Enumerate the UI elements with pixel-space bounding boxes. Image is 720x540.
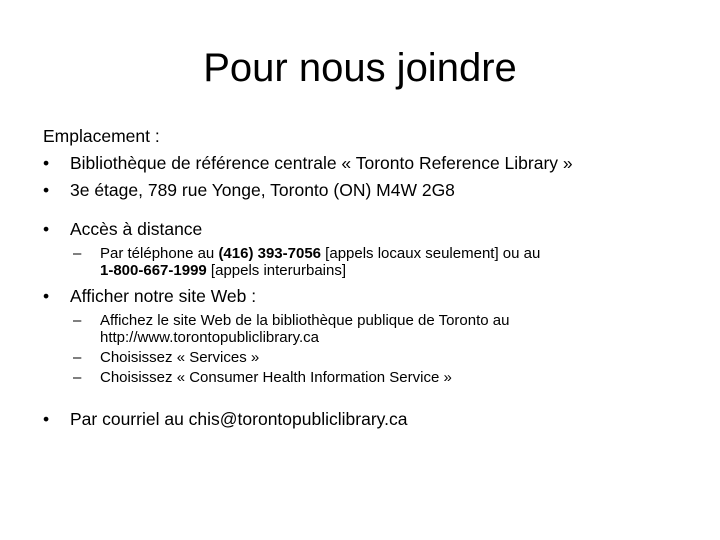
email-item bbox=[43, 406, 693, 433]
remote-access-label: Accès à distance bbox=[70, 219, 203, 239]
website-step bbox=[43, 369, 693, 386]
location-item bbox=[43, 177, 693, 204]
bullet-icon: • bbox=[43, 286, 50, 306]
website-label: Afficher notre site Web : bbox=[70, 286, 257, 306]
location-heading: Emplacement : bbox=[43, 126, 160, 146]
phone-prefix: Par téléphone au bbox=[100, 245, 219, 262]
location-item-text: 3e étage, 789 rue Yonge, Toronto (ON) M4W 2G8 bbox=[70, 180, 455, 200]
tollfree-phone-number: 1-800-667-1999 bbox=[100, 262, 207, 279]
slide-title: Pour nous joindre bbox=[203, 46, 517, 90]
phone-subitem bbox=[43, 245, 693, 279]
email-text: Par courriel au chis@torontopubliclibrary.ca bbox=[70, 409, 408, 429]
dash-icon: – bbox=[73, 369, 82, 386]
slide-body bbox=[43, 123, 693, 433]
dash-icon: – bbox=[73, 312, 82, 329]
bullet-icon: • bbox=[43, 153, 50, 173]
website-url: http://www.torontopubliclibrary.ca bbox=[100, 329, 319, 346]
phone-line-1 bbox=[100, 245, 693, 262]
local-phone-suffix: [appels locaux seulement] ou au bbox=[321, 245, 541, 262]
location-item bbox=[43, 150, 693, 177]
bullet-icon: • bbox=[43, 409, 50, 429]
remote-access-item bbox=[43, 216, 693, 243]
dash-icon: – bbox=[73, 349, 82, 366]
local-phone-number: (416) 393-7056 bbox=[218, 245, 322, 262]
bullet-icon: • bbox=[43, 219, 50, 239]
bullet-icon: • bbox=[43, 180, 50, 200]
phone-line-2 bbox=[100, 262, 693, 279]
website-step-text: Affichez le site Web de la bibliothèque publique de Toronto au bbox=[100, 312, 510, 329]
website-step-text: Choisissez « Consumer Health Information Service » bbox=[100, 369, 452, 386]
location-item-text: Bibliothèque de référence centrale « Toronto Reference Library » bbox=[70, 153, 573, 173]
tollfree-phone-suffix: [appels interurbains] bbox=[206, 262, 347, 279]
website-step bbox=[43, 312, 693, 346]
website-item bbox=[43, 283, 693, 310]
dash-icon: – bbox=[73, 245, 82, 262]
website-step bbox=[43, 349, 693, 366]
website-step-text: Choisissez « Services » bbox=[100, 349, 260, 366]
